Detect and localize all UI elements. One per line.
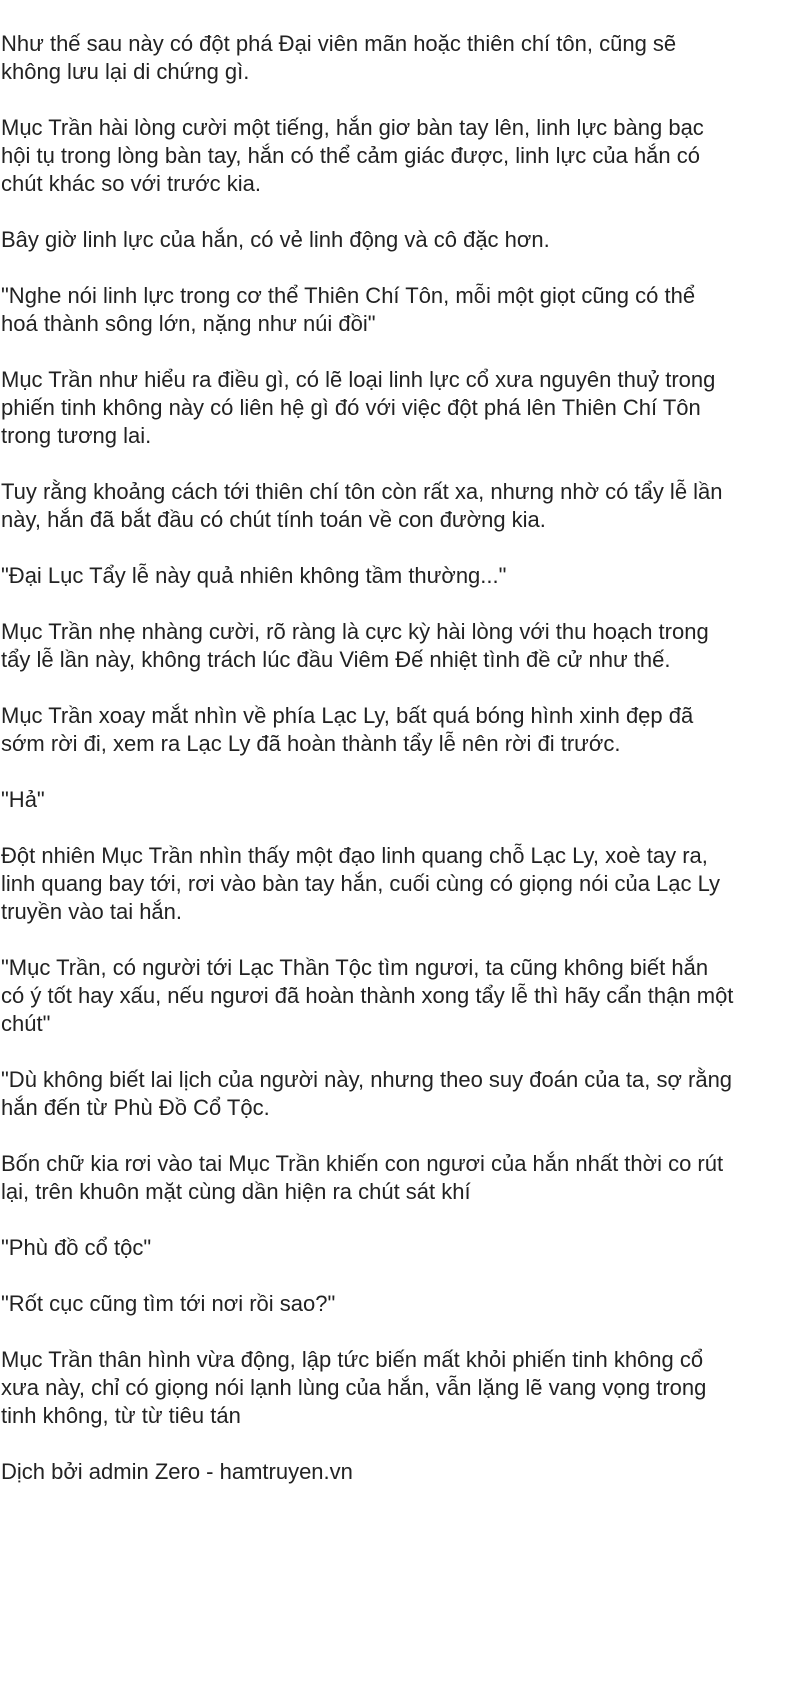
paragraph: Mục Trần nhẹ nhàng cười, rõ ràng là cực kỳ hài lòng với thu hoạch trong tẩy lễ lần này, không trách lúc đầu Viêm Đế nhiệt tình đề cử như thế. bbox=[1, 619, 709, 672]
document-body bbox=[0, 30, 800, 1514]
paragraph: Mục Trần thân hình vừa động, lập tức biến mất khỏi phiến tinh không cổ xưa này, chỉ có giọng nói lạnh lùng của hắn, vẫn lặng lẽ vang vọng trong tinh không, từ từ tiêu tán bbox=[1, 1347, 707, 1428]
paragraph: Như thế sau này có đột phá Đại viên mãn hoặc thiên chí tôn, cũng sẽ không lưu lại di chứng gì. bbox=[1, 31, 677, 84]
paragraph: Đột nhiên Mục Trần nhìn thấy một đạo linh quang chỗ Lạc Ly, xoè tay ra, linh quang bay tới, rơi vào bàn tay hắn, cuối cùng có giọng nói của Lạc Ly truyền vào tai hắn. bbox=[1, 843, 721, 924]
paragraph: Mục Trần hài lòng cười một tiếng, hắn giơ bàn tay lên, linh lực bàng bạc hội tụ trong lòng bàn tay, hắn có thể cảm giác được, linh lực của hắn có chút khác so với trước kia. bbox=[1, 115, 704, 196]
paragraph: "Nghe nói linh lực trong cơ thể Thiên Chí Tôn, mỗi một giọt cũng có thể hoá thành sông lớn, nặng như núi đồi" bbox=[1, 283, 696, 336]
paragraph: Bốn chữ kia rơi vào tai Mục Trần khiến con ngươi của hắn nhất thời co rút lại, trên khuôn mặt cùng dần hiện ra chút sát khí bbox=[1, 1151, 724, 1204]
paragraph: "Dù không biết lai lịch của người này, nhưng theo suy đoán của ta, sợ rằng hắn đến từ Phù Đồ Cổ Tộc. bbox=[1, 1067, 733, 1120]
paragraph: "Phù đồ cổ tộc" bbox=[1, 1235, 152, 1260]
paragraph: "Hả" bbox=[1, 787, 45, 812]
paragraph: "Rốt cục cũng tìm tới nơi rồi sao?" bbox=[1, 1291, 336, 1316]
paragraph: Mục Trần như hiểu ra điều gì, có lẽ loại linh lực cổ xưa nguyên thuỷ trong phiến tinh không này có liên hệ gì đó với việc đột phá lên Thiên Chí Tôn trong tương lai. bbox=[1, 367, 716, 448]
paragraph: Tuy rằng khoảng cách tới thiên chí tôn còn rất xa, nhưng nhờ có tẩy lễ lần này, hắn đã bắt đầu có chút tính toán về con đường kia. bbox=[1, 479, 723, 532]
translator-credit: Dịch bởi admin Zero - hamtruyen.vn bbox=[1, 1459, 353, 1484]
paragraph: Bây giờ linh lực của hắn, có vẻ linh động và cô đặc hơn. bbox=[1, 227, 550, 252]
paragraph: "Mục Trần, có người tới Lạc Thần Tộc tìm ngươi, ta cũng không biết hắn có ý tốt hay xấu, nếu ngươi đã hoàn thành xong tẩy lễ thì hãy cẩn thận một chút" bbox=[1, 955, 734, 1036]
paragraph: "Đại Lục Tẩy lễ này quả nhiên không tầm thường..." bbox=[1, 563, 507, 588]
paragraph: Mục Trần xoay mắt nhìn về phía Lạc Ly, bất quá bóng hình xinh đẹp đã sớm rời đi, xem ra Lạc Ly đã hoàn thành tẩy lễ nên rời đi trước. bbox=[1, 703, 694, 756]
